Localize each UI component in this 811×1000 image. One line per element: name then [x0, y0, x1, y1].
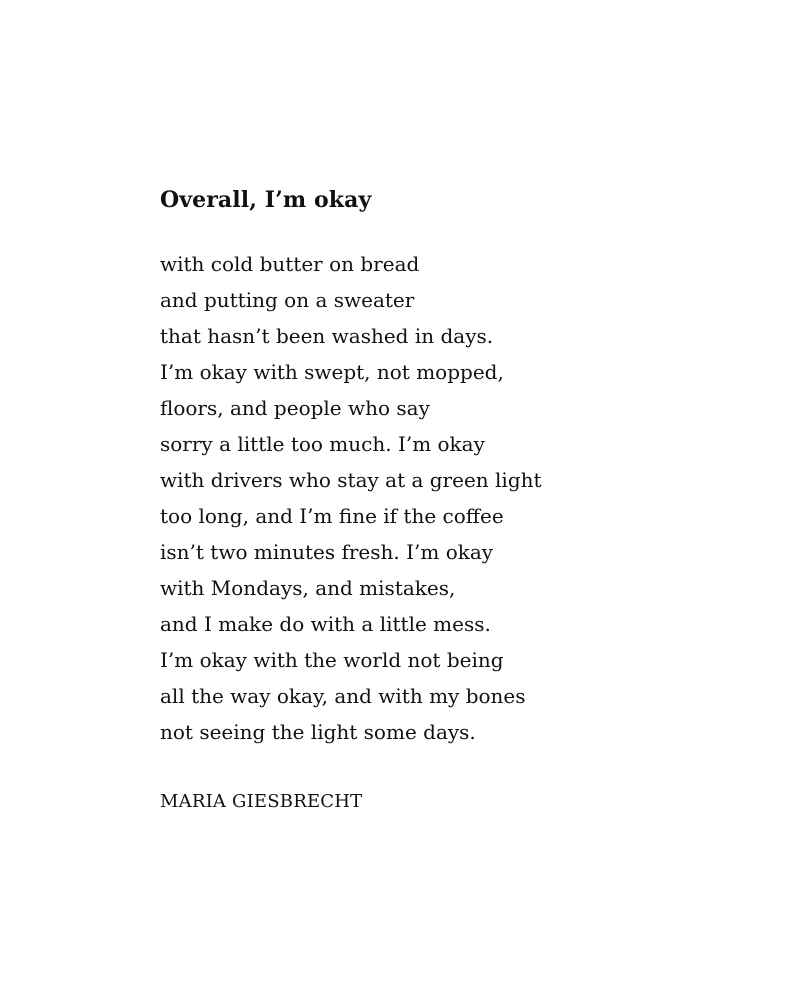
poem-line: with cold butter on bread — [160, 252, 420, 276]
poem-title: Overall, I’m okay — [160, 187, 372, 213]
poem-line: with drivers who stay at a green light — [160, 468, 542, 492]
poem-line: and I make do with a little mess. — [160, 612, 491, 636]
poem-line: sorry a little too much. I’m okay — [160, 432, 485, 456]
poem-line: isn’t two minutes fresh. I’m okay — [160, 540, 494, 564]
poem-block — [160, 180, 760, 818]
poem-body — [160, 246, 760, 750]
poem-line: that hasn’t been washed in days. — [160, 324, 494, 348]
poem-line: with Mondays, and mistakes, — [160, 576, 456, 600]
poem-line: too long, and I’m fine if the coffee — [160, 504, 504, 528]
poem-line: not seeing the light some days. — [160, 720, 476, 744]
poem-line: and putting on a sweater — [160, 288, 415, 312]
poem-line: I’m okay with the world not being — [160, 648, 504, 672]
poem-line: I’m okay with swept, not mopped, — [160, 360, 504, 384]
poem-line: floors, and people who say — [160, 396, 430, 420]
poem-line: all the way okay, and with my bones — [160, 684, 526, 708]
poem-author: MARIA GIESBRECHT — [160, 791, 363, 812]
